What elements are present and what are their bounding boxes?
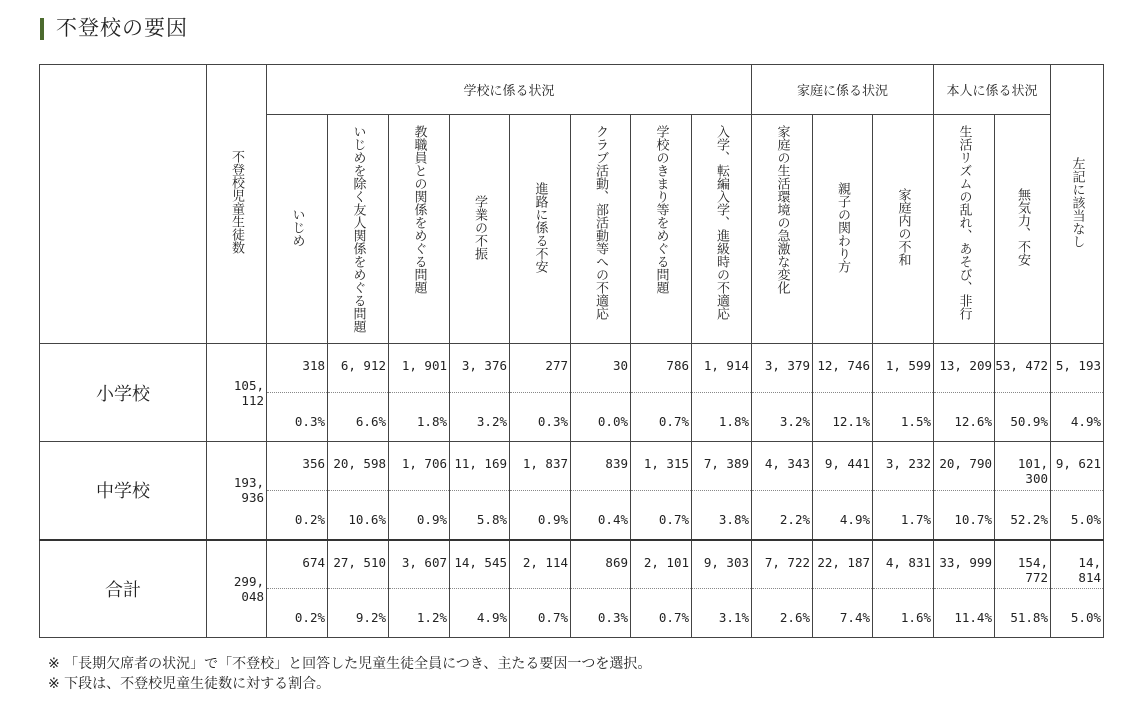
percent-cell: 50.9% bbox=[995, 393, 1051, 442]
count-cell: 5, 193 bbox=[1051, 344, 1104, 393]
column-header bbox=[389, 115, 450, 344]
column-header-label: 進路に係る不安 bbox=[532, 181, 548, 273]
percent-cell: 2.6% bbox=[752, 589, 813, 638]
count-cell: 3, 232 bbox=[873, 442, 934, 491]
column-header-label: 無気力、不安 bbox=[1015, 188, 1030, 266]
count-cell: 9, 303 bbox=[692, 540, 752, 589]
percent-cell: 1.6% bbox=[873, 589, 934, 638]
percent-cell: 1.2% bbox=[389, 589, 450, 638]
percent-cell: 9.2% bbox=[328, 589, 389, 638]
count-cell: 674 bbox=[267, 540, 328, 589]
column-header bbox=[510, 115, 571, 344]
count-cell: 2, 101 bbox=[631, 540, 692, 589]
percent-cell: 11.4% bbox=[934, 589, 995, 638]
count-cell: 154, 772 bbox=[995, 540, 1051, 589]
column-header bbox=[873, 115, 934, 344]
footnote-2: ※ 下段は、不登校児童生徒数に対する割合。 bbox=[48, 676, 331, 692]
count-cell: 4, 343 bbox=[752, 442, 813, 491]
no-applicable-header bbox=[1051, 65, 1104, 344]
column-header-label: 学業の不振 bbox=[472, 194, 487, 260]
percent-cell: 5.0% bbox=[1051, 589, 1104, 638]
percent-cell: 0.0% bbox=[571, 393, 631, 442]
column-header bbox=[934, 115, 995, 344]
count-cell: 277 bbox=[510, 344, 571, 393]
title-accent-bar bbox=[40, 18, 44, 40]
column-header-label: 教職員との関係をめぐる問題 bbox=[411, 125, 427, 294]
column-header bbox=[692, 115, 752, 344]
count-cell: 2, 114 bbox=[510, 540, 571, 589]
percent-cell: 4.9% bbox=[450, 589, 510, 638]
percent-cell: 0.2% bbox=[267, 491, 328, 540]
percent-cell: 1.5% bbox=[873, 393, 934, 442]
count-cell: 9, 441 bbox=[813, 442, 873, 491]
count-cell: 20, 790 bbox=[934, 442, 995, 491]
percent-cell: 0.7% bbox=[631, 589, 692, 638]
percent-cell: 10.7% bbox=[934, 491, 995, 540]
column-header-label: 家庭内の不和 bbox=[895, 188, 911, 266]
column-header-label: 家庭の生活環境の急激な変化 bbox=[774, 125, 790, 294]
school-label: 合計 bbox=[40, 540, 207, 638]
column-header bbox=[328, 115, 389, 344]
percent-cell: 12.6% bbox=[934, 393, 995, 442]
column-header bbox=[267, 115, 328, 344]
school-label: 中学校 bbox=[40, 442, 207, 540]
count-cell: 1, 315 bbox=[631, 442, 692, 491]
count-cell: 4, 831 bbox=[873, 540, 934, 589]
absence-factors-table bbox=[39, 64, 1104, 638]
percent-cell: 1.8% bbox=[389, 393, 450, 442]
count-cell: 318 bbox=[267, 344, 328, 393]
count-cell: 12, 746 bbox=[813, 344, 873, 393]
percent-cell: 3.2% bbox=[752, 393, 813, 442]
percent-cell: 5.0% bbox=[1051, 491, 1104, 540]
count-cell: 356 bbox=[267, 442, 328, 491]
percent-cell: 6.6% bbox=[328, 393, 389, 442]
column-header bbox=[571, 115, 631, 344]
percent-cell: 2.2% bbox=[752, 491, 813, 540]
column-header bbox=[995, 115, 1051, 344]
percent-cell: 0.3% bbox=[510, 393, 571, 442]
percent-cell: 12.1% bbox=[813, 393, 873, 442]
percent-cell: 0.9% bbox=[510, 491, 571, 540]
total-count: 105, 112 bbox=[207, 344, 267, 442]
no-applicable-label: 左記に該当なし bbox=[1069, 156, 1085, 248]
count-cell: 7, 722 bbox=[752, 540, 813, 589]
column-header bbox=[813, 115, 873, 344]
percent-cell: 0.3% bbox=[267, 393, 328, 442]
count-cell: 1, 706 bbox=[389, 442, 450, 491]
count-cell: 30 bbox=[571, 344, 631, 393]
percent-cell: 10.6% bbox=[328, 491, 389, 540]
column-header bbox=[631, 115, 692, 344]
percent-cell: 0.3% bbox=[571, 589, 631, 638]
total-count: 299, 048 bbox=[207, 540, 267, 638]
count-cell: 14, 814 bbox=[1051, 540, 1104, 589]
percent-cell: 0.7% bbox=[510, 589, 571, 638]
percent-cell: 0.4% bbox=[571, 491, 631, 540]
percent-cell: 4.9% bbox=[813, 491, 873, 540]
count-cell: 3, 607 bbox=[389, 540, 450, 589]
count-cell: 1, 901 bbox=[389, 344, 450, 393]
footnotes bbox=[48, 654, 651, 694]
total-header bbox=[207, 65, 267, 344]
percent-cell: 5.8% bbox=[450, 491, 510, 540]
total-count: 193, 936 bbox=[207, 442, 267, 540]
column-header bbox=[752, 115, 813, 344]
group-header: 本人に係る状況 bbox=[934, 65, 1051, 115]
group-header: 学校に係る状況 bbox=[267, 65, 752, 115]
column-header-label: 親子の関わり方 bbox=[835, 181, 850, 273]
count-cell: 11, 169 bbox=[450, 442, 510, 491]
count-cell: 101, 300 bbox=[995, 442, 1051, 491]
percent-cell: 3.1% bbox=[692, 589, 752, 638]
percent-cell: 3.8% bbox=[692, 491, 752, 540]
count-cell: 6, 912 bbox=[328, 344, 389, 393]
percent-cell: 0.7% bbox=[631, 393, 692, 442]
count-cell: 1, 914 bbox=[692, 344, 752, 393]
count-cell: 22, 187 bbox=[813, 540, 873, 589]
column-header-label: いじめ bbox=[289, 207, 305, 247]
percent-cell: 1.7% bbox=[873, 491, 934, 540]
count-cell: 33, 999 bbox=[934, 540, 995, 589]
count-cell: 1, 599 bbox=[873, 344, 934, 393]
column-header-label: いじめを除く友人関係をめぐる問題 bbox=[350, 125, 366, 333]
percent-cell: 3.2% bbox=[450, 393, 510, 442]
count-cell: 1, 837 bbox=[510, 442, 571, 491]
count-cell: 839 bbox=[571, 442, 631, 491]
page-title: 不登校の要因 bbox=[56, 16, 188, 40]
count-cell: 13, 209 bbox=[934, 344, 995, 393]
corner-cell bbox=[40, 65, 207, 344]
column-header-label: クラブ活動、部活動等への不適応 bbox=[593, 125, 608, 320]
percent-cell: 1.8% bbox=[692, 393, 752, 442]
group-header: 家庭に係る状況 bbox=[752, 65, 934, 115]
column-header-label: 生活リズムの乱れ、あそび、非行 bbox=[956, 125, 972, 320]
percent-cell: 4.9% bbox=[1051, 393, 1104, 442]
count-cell: 20, 598 bbox=[328, 442, 389, 491]
percent-cell: 51.8% bbox=[995, 589, 1051, 638]
count-cell: 9, 621 bbox=[1051, 442, 1104, 491]
school-label: 小学校 bbox=[40, 344, 207, 442]
count-cell: 14, 545 bbox=[450, 540, 510, 589]
footnote-1: ※ 「長期欠席者の状況」で「不登校」と回答した児童生徒全員につき、主たる要因一つを選択。 bbox=[48, 656, 652, 672]
percent-cell: 7.4% bbox=[813, 589, 873, 638]
count-cell: 53, 472 bbox=[995, 344, 1051, 393]
percent-cell: 0.9% bbox=[389, 491, 450, 540]
count-cell: 27, 510 bbox=[328, 540, 389, 589]
percent-cell: 0.2% bbox=[267, 589, 328, 638]
count-cell: 869 bbox=[571, 540, 631, 589]
column-header bbox=[450, 115, 510, 344]
total-header-label: 不登校児童生徒数 bbox=[229, 150, 244, 254]
column-header-label: 学校のきまり等をめぐる問題 bbox=[653, 125, 669, 294]
column-header-label: 入学、転編入学、進級時の不適応 bbox=[714, 125, 729, 320]
percent-cell: 52.2% bbox=[995, 491, 1051, 540]
count-cell: 3, 376 bbox=[450, 344, 510, 393]
count-cell: 7, 389 bbox=[692, 442, 752, 491]
percent-cell: 0.7% bbox=[631, 491, 692, 540]
count-cell: 3, 379 bbox=[752, 344, 813, 393]
count-cell: 786 bbox=[631, 344, 692, 393]
